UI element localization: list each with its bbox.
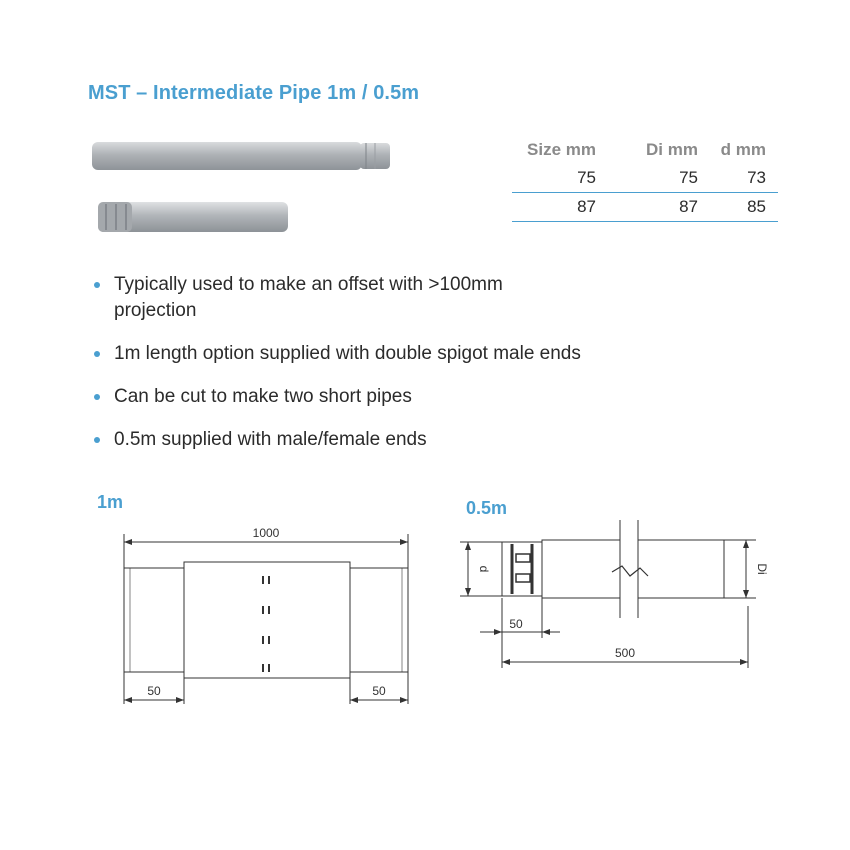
dim-spigot-05m: 50 — [509, 617, 523, 631]
table-cell: 87 — [512, 193, 634, 222]
col-header-d: d mm — [720, 140, 766, 159]
dim-d-05m: d — [477, 565, 491, 573]
list-item: 0.5m supplied with male/female ends — [92, 427, 712, 453]
bullet-dot-icon — [94, 282, 100, 288]
size-table — [512, 136, 778, 222]
list-item: Typically used to make an offset with >100mm projection — [92, 272, 584, 324]
dim-right-1m: 50 — [372, 684, 386, 698]
bullet-dot-icon — [94, 437, 100, 443]
dim-total-1m: 1000 — [252, 526, 280, 540]
pipe-photo-1m — [90, 138, 400, 174]
bullet-dot-icon — [94, 351, 100, 357]
diagram-label-05m: 0.5m — [466, 498, 508, 518]
table-cell: 75 — [634, 164, 698, 193]
pipe-photo-05m — [94, 198, 294, 238]
bullet-dot-icon — [94, 394, 100, 400]
page-title: MST – Intermediate Pipe 1m / 0.5m — [88, 82, 420, 104]
table-cell: 85 — [698, 193, 778, 222]
dim-total-05m: 500 — [614, 646, 636, 660]
feature-list — [92, 272, 712, 470]
dim-Di-05m: Di — [755, 563, 769, 575]
diagram-1m — [110, 520, 420, 720]
list-item: Can be cut to make two short pipes — [92, 384, 712, 410]
col-header-size: Size mm — [527, 140, 596, 159]
table-row — [512, 193, 778, 222]
diagram-label-1m: 1m — [97, 492, 124, 512]
col-header-di: Di mm — [646, 140, 698, 159]
diagram-05m — [460, 520, 769, 680]
dim-left-1m: 50 — [147, 684, 161, 698]
table-cell: 75 — [512, 164, 634, 193]
table-cell: 73 — [698, 164, 778, 193]
list-item: 1m length option supplied with double spigot male ends — [92, 341, 712, 367]
table-row — [512, 164, 778, 193]
table-cell: 87 — [634, 193, 698, 222]
